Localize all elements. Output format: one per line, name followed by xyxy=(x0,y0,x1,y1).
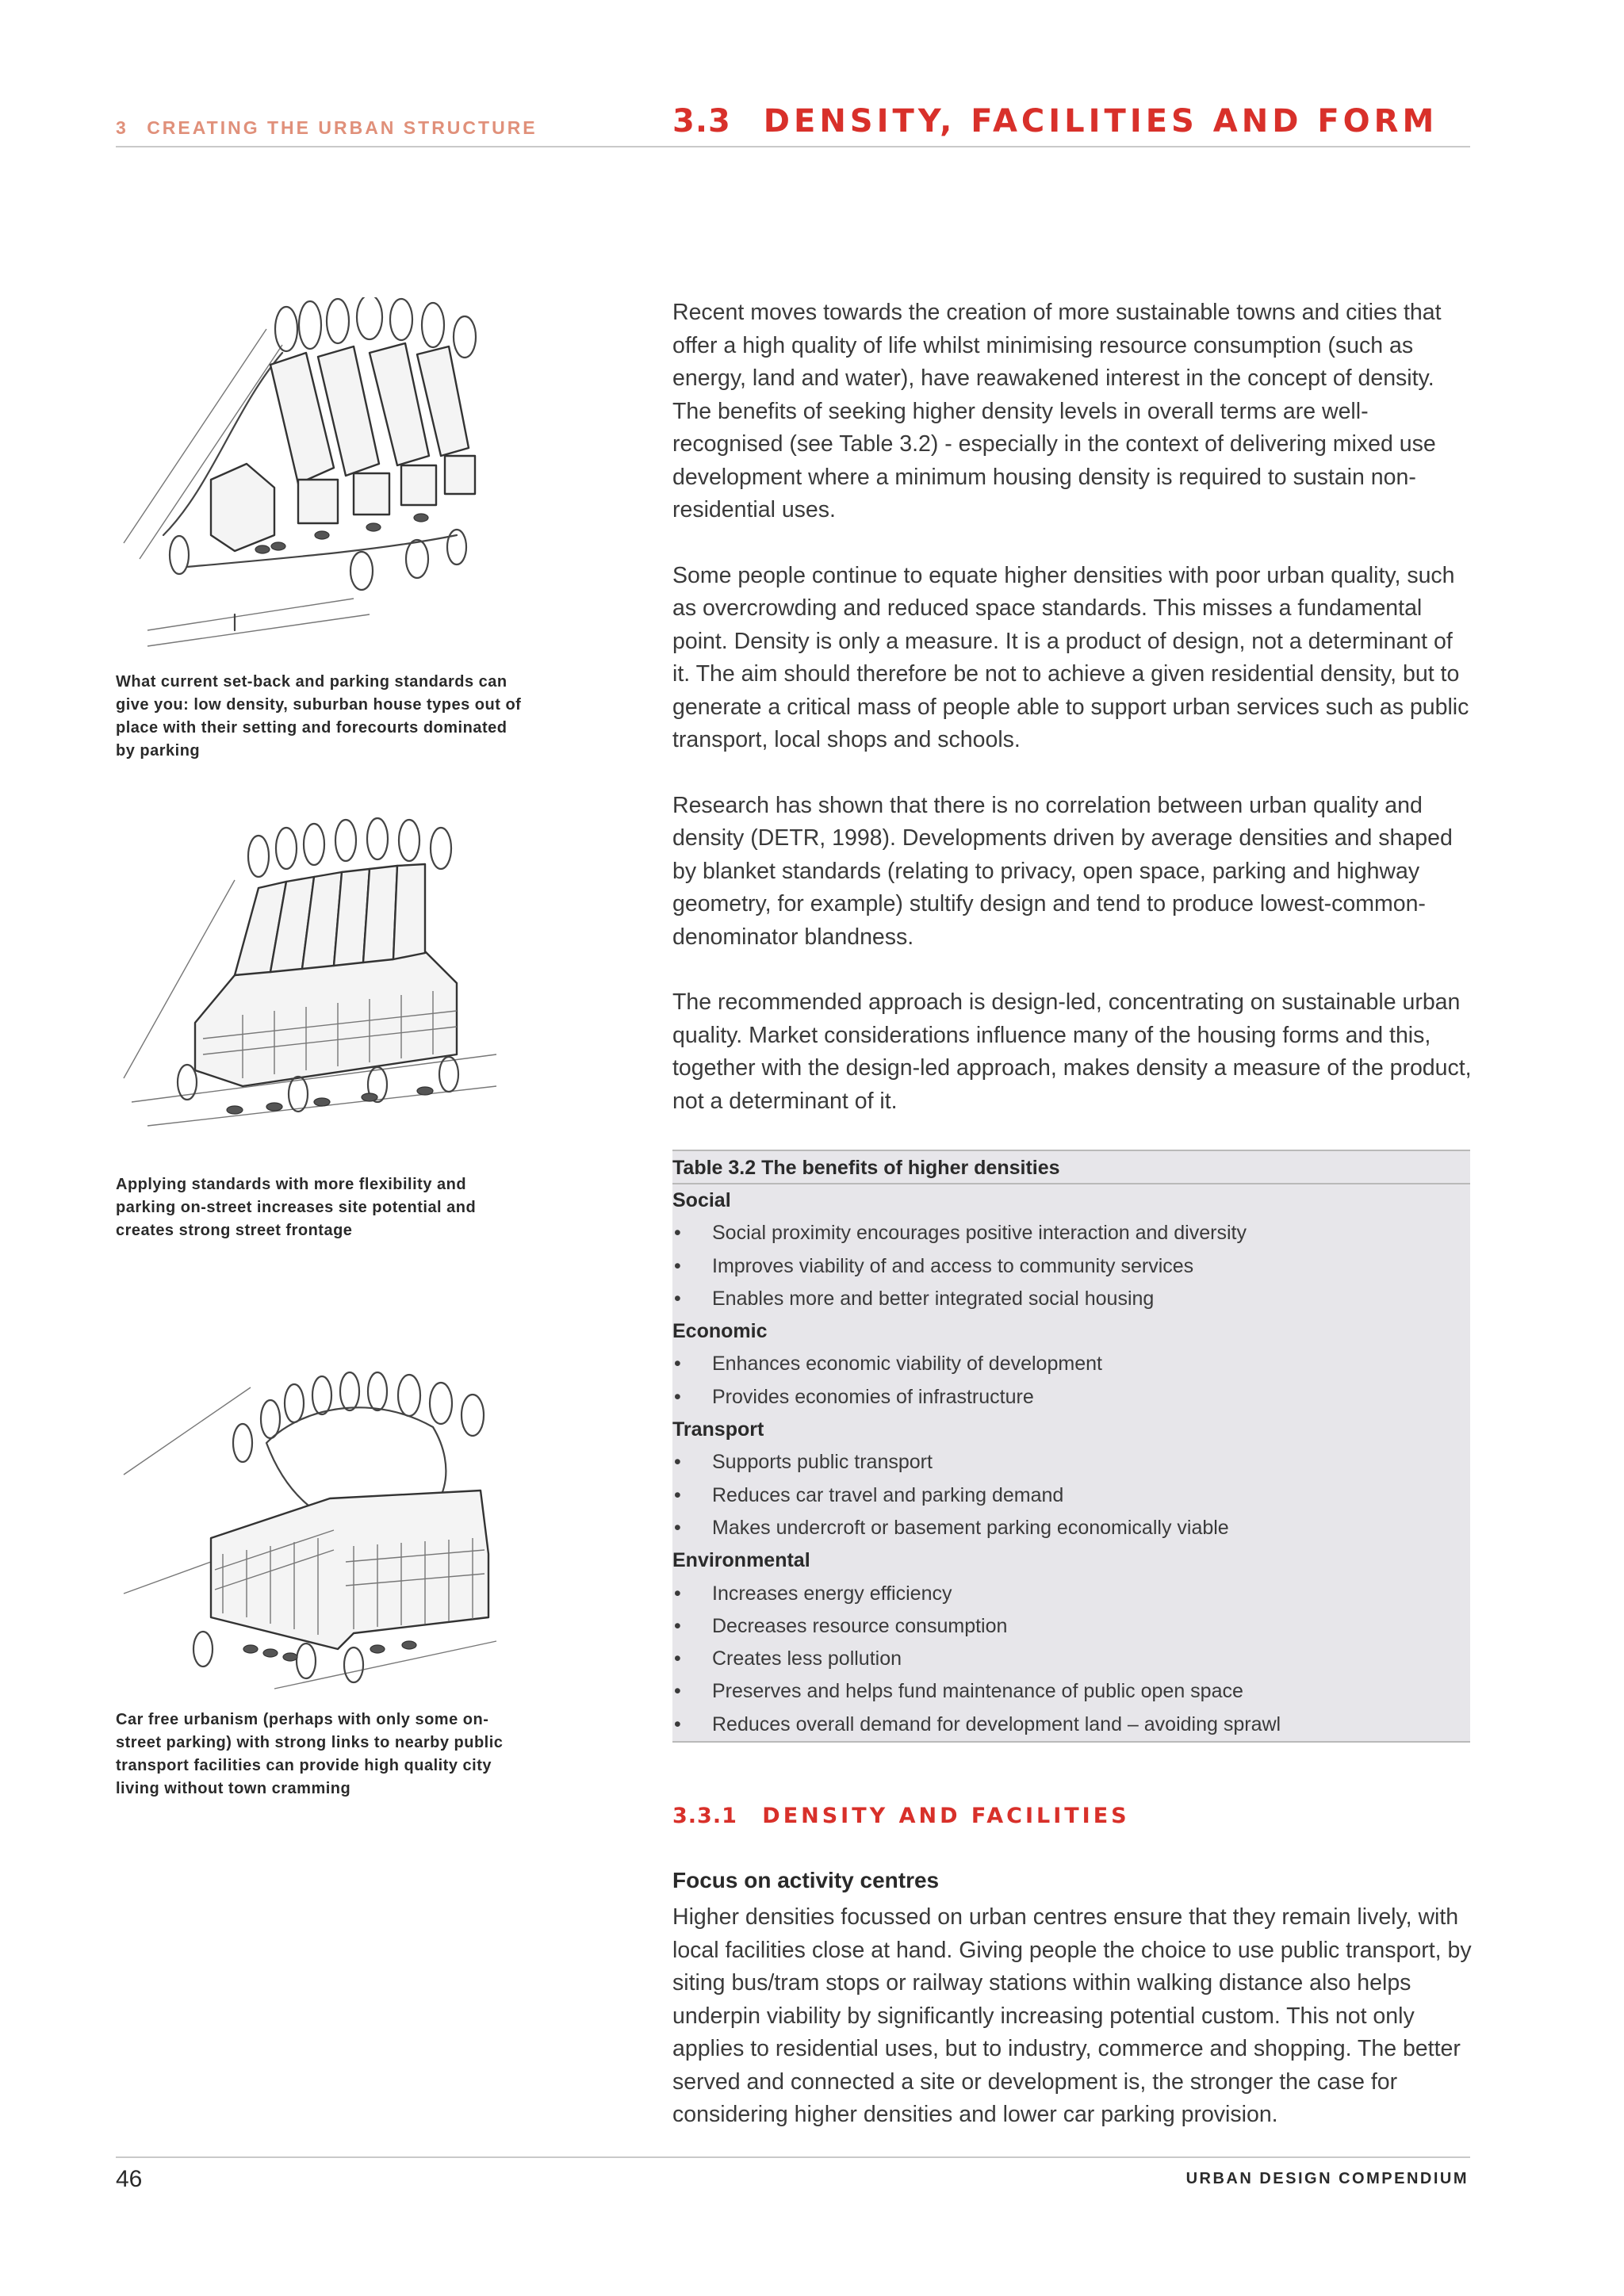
bullet-icon: • xyxy=(674,1254,681,1277)
header-rule xyxy=(116,146,1470,147)
table-body xyxy=(672,1184,1470,1741)
table-item-text: Supports public transport xyxy=(712,1451,933,1474)
table-item xyxy=(672,1675,1470,1708)
table-item-text: Enhances economic viability of development xyxy=(712,1353,1102,1376)
bullet-icon: • xyxy=(674,1680,681,1703)
bullet-icon: • xyxy=(674,1712,681,1735)
perimeter-block-sketch-icon xyxy=(116,1356,512,1697)
bullet-icon: • xyxy=(674,1287,681,1310)
table-item xyxy=(672,1446,1470,1479)
table-item xyxy=(672,1709,1470,1741)
table-category: Transport xyxy=(672,1418,764,1441)
table-item-text: Reduces overall demand for development land – avoiding sprawl xyxy=(712,1712,1281,1735)
bullet-icon: • xyxy=(674,1385,681,1408)
chapter-title: CREATING THE URBAN STRUCTURE xyxy=(147,117,538,138)
body-text xyxy=(672,297,1472,1150)
subsection-title xyxy=(672,1804,1130,1828)
table-item xyxy=(672,1610,1470,1643)
table-item xyxy=(672,1578,1470,1610)
table-item-text: Increases energy efficiency xyxy=(712,1582,952,1605)
table-item-text: Decreases resource consumption xyxy=(712,1614,1008,1637)
suburban-layout-sketch-icon xyxy=(116,297,512,654)
bullet-icon: • xyxy=(674,1647,681,1670)
subsection-text: Higher densities focussed on urban centres ensure that they remain lively, with local facilities close at hand. Giving people the choice to use public transport, by siting bus/tram stops or railway stations within walking distance also helps underpin viability by significantly increasing potential custom. This not only applies to residential uses, but to industry, commerce and shopping. The better served and connected a site or development is, the stronger the case for considering higher densities and lower car parking provision. xyxy=(672,1904,1472,2127)
body-paragraph: Some people continue to equate higher densities with poor urban quality, such as overcrowding and reduced space standards. This misses a fundamental point. Density is only a measure. It is a product of design, not a determinant of it. The aim should therefore be not to achieve a given residential density, but to generate a critical mass of people able to support urban services such as public transport, local shops and schools. xyxy=(672,562,1469,752)
illustration-3-caption: Car free urbanism (perhaps with only some on-street parking) with strong links to nearby public transport facilities can provide high quality city living without town cramming xyxy=(116,1711,504,1797)
body-paragraph: The recommended approach is design-led, concentrating on sustainable urban quality. Market considerations influence many of the housing forms and this, together with the design-led approach, makes density a measure of the product, not a determinant of it. xyxy=(672,989,1472,1114)
bullet-icon: • xyxy=(674,1582,681,1605)
bullet-icon: • xyxy=(674,1451,681,1474)
table-item xyxy=(672,1250,1470,1283)
subsection-number: 3.3.1 xyxy=(672,1804,737,1828)
illustration-2-caption: Applying standards with more flexibility and parking on-street increases site potential and creates strong street frontage xyxy=(116,1176,477,1239)
table-item-text: Makes undercroft or basement parking economically viable xyxy=(712,1516,1229,1539)
bullet-icon: • xyxy=(674,1614,681,1637)
table-title: Table 3.2 The benefits of higher densities xyxy=(672,1151,1470,1184)
table-item xyxy=(672,1348,1470,1380)
chapter-label xyxy=(116,117,538,139)
table-category: Economic xyxy=(672,1320,768,1343)
section-number: 3.3 xyxy=(672,103,731,140)
table-item xyxy=(672,1217,1470,1249)
benefits-table xyxy=(672,1150,1470,1743)
bullet-icon: • xyxy=(674,1516,681,1539)
table-category: Social xyxy=(672,1189,731,1211)
page-number: 46 xyxy=(116,2166,143,2192)
table-item-text: Provides economies of infrastructure xyxy=(712,1385,1034,1408)
table-item-text: Enables more and better integrated social housing xyxy=(712,1287,1155,1310)
table-item-text: Preserves and helps fund maintenance of public open space xyxy=(712,1680,1243,1703)
body-paragraph: Research has shown that there is no correlation between urban quality and density (DETR, 1998). Developments driven by average densities and shaped by blanket standards (relating to privacy, open space, parking and highway geometry, for example) stultify design and tend to produce lowest-common-denominator blandness. xyxy=(672,792,1453,950)
subsection-title-text: DENSITY AND FACILITIES xyxy=(762,1804,1130,1828)
subsection-heading: Focus on activity centres xyxy=(672,1868,940,1892)
footer-rule xyxy=(116,2156,1470,2158)
table-item xyxy=(672,1381,1470,1414)
table-item xyxy=(672,1643,1470,1675)
bullet-icon: • xyxy=(674,1222,681,1245)
table-item-text: Reduces car travel and parking demand xyxy=(712,1483,1064,1506)
table-item-text: Social proximity encourages positive interaction and diversity xyxy=(712,1222,1247,1245)
bullet-icon: • xyxy=(674,1353,681,1376)
chapter-number: 3 xyxy=(116,117,128,138)
section-title xyxy=(672,103,1438,140)
table-item-text: Creates less pollution xyxy=(712,1647,902,1670)
table-item xyxy=(672,1479,1470,1512)
terrace-layout-sketch-icon xyxy=(116,817,512,1150)
section-title-text: DENSITY, FACILITIES AND FORM xyxy=(763,103,1438,140)
body-paragraph: Recent moves towards the creation of more sustainable towns and cities that offer a high quality of life whilst minimising resource consumption (such as energy, land and water), have reawakened interest in the concept of density. The benefits of seeking higher density levels in overall terms are well-recognised (see Table 3.2) - especially in the context of delivering mixed use development where a minimum housing density is required to sustain non-residential uses. xyxy=(672,300,1442,522)
table-item xyxy=(672,1512,1470,1544)
bullet-icon: • xyxy=(674,1483,681,1506)
table-item-text: Improves viability of and access to community services xyxy=(712,1254,1194,1277)
table-item xyxy=(672,1283,1470,1315)
illustration-1-caption: What current set-back and parking standards can give you: low density, suburban house types out of place with their setting and forecourts dominated by parking xyxy=(116,673,522,760)
table-category: Environmental xyxy=(672,1549,810,1572)
publication-title: URBAN DESIGN COMPENDIUM xyxy=(1185,2170,1469,2187)
